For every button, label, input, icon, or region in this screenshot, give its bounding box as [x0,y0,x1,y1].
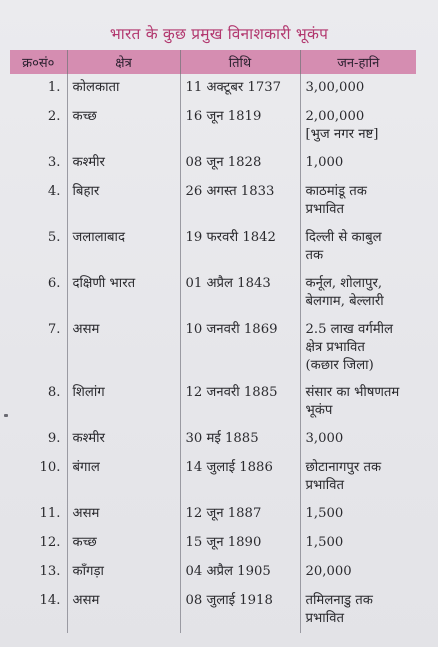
cell-serial: 9. [10,425,67,454]
cell-region: बंगाल [67,454,180,500]
casualties-line: छोटानागपुर तक [305,460,382,475]
casualties-line: 3,000 [305,431,344,446]
table-row [10,558,416,587]
casualties-line: कर्नूल, शोलापुर, [305,276,383,291]
column-header-casualties: जन-हानि [300,50,416,74]
cell-serial: 10. [10,454,67,500]
cell-date: 10 जनवरी 1869 [180,316,300,379]
cell-date: 12 जनवरी 1885 [180,379,300,425]
cell-casualties [300,529,416,558]
cell-serial: 5. [10,224,67,270]
cell-casualties [300,178,416,224]
column-header-region: क्षेत्र [67,50,180,74]
table-header [10,50,416,74]
cell-serial: 12. [10,529,67,558]
cell-casualties [300,74,416,103]
table-row [10,379,416,425]
cell-date: 15 जून 1890 [180,529,300,558]
cell-region: कच्छ [67,529,180,558]
cell-casualties [300,558,416,587]
cell-casualties [300,454,416,500]
table-row [10,500,416,529]
cell-date: 11 अक्टूबर 1737 [180,74,300,103]
cell-casualties [300,149,416,178]
casualties-line: 1,000 [305,155,344,170]
cell-region: असम [67,587,180,633]
casualties-line: 2,00,000 [305,109,365,124]
cell-serial: 4. [10,178,67,224]
cell-casualties [300,316,416,379]
table-row [10,103,416,149]
cell-serial: 7. [10,316,67,379]
table-row [10,270,416,316]
casualties-line: बेलगाम, बेल्लारी [305,294,384,309]
cell-serial: 13. [10,558,67,587]
cell-region: कश्मीर [67,149,180,178]
cell-region: असम [67,316,180,379]
casualties-line: 1,500 [305,535,344,550]
cell-date: 04 अप्रैल 1905 [180,558,300,587]
casualties-line: तक [305,248,324,263]
cell-date: 30 मई 1885 [180,425,300,454]
table-row [10,74,416,103]
cell-serial: 6. [10,270,67,316]
cell-date: 12 जून 1887 [180,500,300,529]
casualties-line: प्रभावित [305,478,344,493]
cell-region: शिलांग [67,379,180,425]
cell-serial: 1. [10,74,67,103]
casualties-line: 20,000 [305,564,352,579]
casualties-line: भूकंप [305,403,333,418]
table-row [10,178,416,224]
cell-region: कोलकाता [67,74,180,103]
table-row [10,587,416,633]
cell-casualties [300,379,416,425]
earthquake-table [10,50,416,633]
casualties-line: 2.5 लाख वर्गमील [305,322,393,337]
cell-serial: 3. [10,149,67,178]
cell-serial: 11. [10,500,67,529]
casualties-line: [भुज नगर नष्ट] [305,127,379,142]
table-row [10,529,416,558]
table-row [10,454,416,500]
cell-region: काँगड़ा [67,558,180,587]
table-row [10,149,416,178]
cell-casualties [300,270,416,316]
cell-casualties [300,224,416,270]
cell-date: 26 अगस्त 1833 [180,178,300,224]
cell-date: 08 जून 1828 [180,149,300,178]
page-mark [4,414,8,417]
cell-region: जलालाबाद [67,224,180,270]
cell-date: 14 जुलाई 1886 [180,454,300,500]
casualties-line: प्रभावित [305,202,344,217]
casualties-line: तमिलनाडु तक [305,593,373,608]
cell-region: दक्षिणी भारत [67,270,180,316]
cell-casualties [300,587,416,633]
cell-casualties [300,103,416,149]
table-row [10,425,416,454]
casualties-line: 1,500 [305,506,344,521]
cell-serial: 14. [10,587,67,633]
table-row [10,224,416,270]
table-row [10,316,416,379]
casualties-line: 3,00,000 [305,80,365,95]
table-body [10,74,416,633]
cell-date: 01 अप्रैल 1843 [180,270,300,316]
cell-region: बिहार [67,178,180,224]
cell-casualties [300,500,416,529]
column-header-serial: क्र०सं० [10,50,67,74]
cell-region: असम [67,500,180,529]
cell-date: 16 जून 1819 [180,103,300,149]
cell-date: 19 फरवरी 1842 [180,224,300,270]
casualties-line: संसार का भीषणतम [305,385,400,400]
cell-casualties [300,425,416,454]
cell-date: 08 जुलाई 1918 [180,587,300,633]
casualties-line: काठमांडू तक [305,184,367,199]
casualties-line: प्रभावित [305,611,344,626]
casualties-line: (कछार जिला) [305,358,374,373]
column-header-date: तिथि [180,50,300,74]
cell-serial: 2. [10,103,67,149]
cell-serial: 8. [10,379,67,425]
cell-region: कच्छ [67,103,180,149]
casualties-line: दिल्ली से काबुल [305,230,382,245]
casualties-line: क्षेत्र प्रभावित [305,340,365,355]
page-title: भारत के कुछ प्रमुख विनाशकारी भूकंप [109,25,329,43]
cell-region: कश्मीर [67,425,180,454]
